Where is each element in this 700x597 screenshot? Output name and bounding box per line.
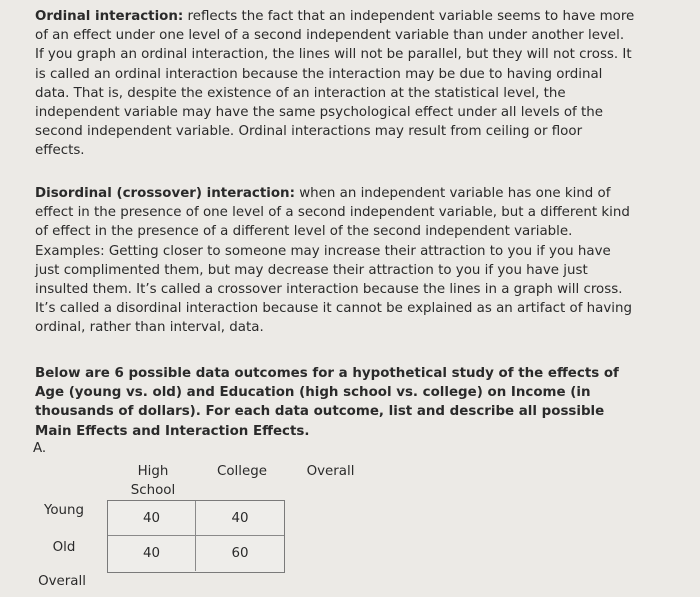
disordinal-interaction-definition: when an independent variable has one kind of effect in the presence of one level of a second independent variable, but a different kind of effect in the presence of a different level of the second independent variable. Examples: Getting closer to someone may increase their attraction to you if you have just complimented them, but may decrease their attraction to you if you have just insulted them. It’s called a crossover interaction because the lines in a graph will cross. It’s called a disordinal interaction because it cannot be explained as an artifact of having ordinal, rather than interval, data. (35, 186, 633, 336)
ordinal-interaction-definition: reflects the fact that an independent variable seems to have more of an effect under one level of a second independent variable than under another level. If you graph an ordinal interaction, the lines will not be parallel, but they will not cross. It is called an ordinal interaction because the interaction may be due to having ordinal data. That is, despite the existence of an interaction at the statistical level, the independent variable may have the same psychological effect under all levels of the second independent variable. Ordinal interactions may result from ceiling or floor effects. (35, 9, 635, 159)
outcome-label: A. (33, 441, 47, 456)
disordinal-interaction-paragraph (35, 184, 635, 338)
ordinal-interaction-paragraph (35, 7, 635, 161)
disordinal-interaction-term: Disordinal (crossover) interaction: (35, 186, 295, 201)
column-header-high-school: High School (130, 464, 176, 498)
cell-young-college: 40 (196, 501, 284, 536)
cell-old-high-school: 40 (108, 536, 196, 571)
instructions-paragraph: Below are 6 possible data outcomes for a hypothetical study of the effects of Age (young vs. old) and Education (high school vs. college) on Income (in thousands of dollars). For each data outcome, list and describe all possible Main Effects and Interaction Effects. (35, 366, 619, 439)
cell-young-high-school: 40 (108, 501, 196, 536)
column-header-overall: Overall (306, 464, 355, 479)
row-header-overall: Overall (38, 574, 86, 589)
column-header-college: College (217, 464, 267, 479)
ordinal-interaction-term: Ordinal interaction: (35, 9, 184, 24)
row-header-old: Old (52, 540, 76, 555)
data-table (107, 500, 285, 573)
cell-old-college: 60 (231, 546, 249, 561)
row-header-young: Young (43, 503, 85, 518)
